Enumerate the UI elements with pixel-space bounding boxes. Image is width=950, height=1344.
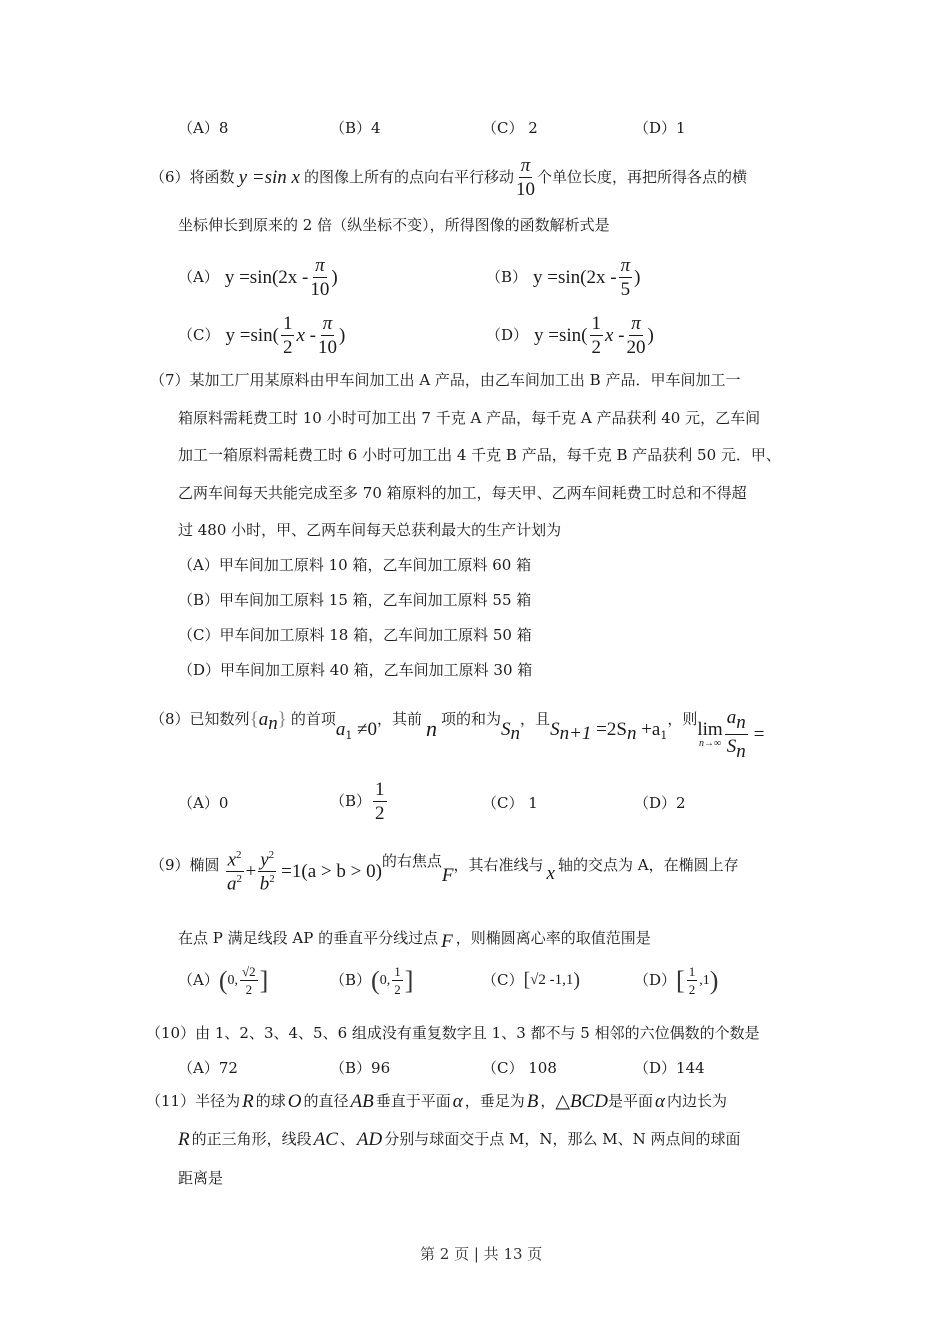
- var: O: [287, 1091, 302, 1112]
- var: AB: [350, 1091, 374, 1112]
- q5-option-c: （C） 2: [482, 119, 538, 137]
- q6-option-a: [178, 256, 338, 299]
- exp: 2: [268, 849, 275, 861]
- var: x: [546, 863, 555, 884]
- var: y: [260, 849, 269, 871]
- fraction: $\frac{\pi}{20}$: [626, 313, 646, 358]
- q11-text: 的正三角形，线段: [191, 1130, 312, 1148]
- fraction: [258, 850, 276, 894]
- fraction: $\frac{1}{2}$: [282, 313, 293, 358]
- q6-text: 个单位长度，再把所得各点的横: [536, 168, 747, 186]
- fraction: $\frac{1}{2}$: [394, 964, 401, 997]
- fraction: [226, 850, 244, 894]
- var: S: [501, 719, 511, 740]
- q9-text: 椭圆: [189, 856, 220, 874]
- subscript: n: [736, 711, 746, 733]
- bracket: (: [371, 965, 380, 995]
- q6-stem-line-2: 坐标伸长到原来的 2 倍（纵坐标不变），所得图像的函数解析式是: [178, 216, 610, 234]
- q6-text: 将函数: [189, 168, 235, 186]
- var: F: [441, 865, 454, 886]
- limit-expression: [697, 708, 764, 761]
- q10-option-a: （A）72: [178, 1059, 238, 1077]
- expr: √2 -1,1: [530, 971, 574, 988]
- lim: [697, 720, 722, 749]
- subscript: n: [510, 723, 521, 744]
- q7-text: 某加工厂用某原料由甲车间加工出 A 产品，由乙车间加工出 B 产品．甲车间加工一: [189, 371, 741, 389]
- q9-text: 轴的交点为 A，在椭圆上存: [557, 856, 739, 874]
- var: F: [441, 931, 453, 952]
- q8-text: 项的和为: [441, 710, 502, 728]
- q7-stem-line-2: 箱原料需耗费工时 10 小时可加工出 7 千克 A 产品，每千克 A 产品获利 40 元，乙车间: [178, 409, 761, 427]
- q11-stem-line-3: 距离是: [178, 1169, 224, 1187]
- expr: ≠0: [352, 719, 378, 740]
- fraction: $\frac{\pi}{5}$: [620, 255, 631, 300]
- q11-text: 的球: [255, 1092, 286, 1110]
- q9-option-c: [482, 970, 580, 990]
- q5-option-d: （D）1: [634, 119, 686, 137]
- q8-stem: [150, 708, 764, 761]
- q7-stem-line-3: 加工一箱原料需耗费工时 6 小时可加工出 4 千克 B 产品，每千克 B 产品获利 50 元．甲、: [178, 446, 781, 464]
- question-number: （6）: [150, 168, 190, 186]
- subscript: n: [268, 713, 278, 734]
- var: b: [259, 873, 270, 895]
- option-label: （C）: [178, 326, 220, 344]
- option-expr: ): [647, 325, 654, 346]
- question-number: （10）: [146, 1024, 196, 1042]
- var: x: [227, 849, 236, 871]
- q8-option-d: （D）2: [634, 794, 686, 812]
- option-expr: y =sin(2x -: [533, 267, 617, 288]
- option-expr: x -: [605, 325, 625, 346]
- q11-text: ，垂足为: [464, 1092, 525, 1110]
- fraction: $\frac{\pi}{10}$: [310, 255, 330, 300]
- subscript: n: [736, 740, 746, 762]
- fraction: $\frac{1}{2}$: [375, 779, 385, 824]
- sum-symbol: [501, 720, 520, 743]
- q11-text: 半径为: [195, 1092, 241, 1110]
- option-expr: y =sin(: [225, 325, 279, 346]
- option-label: （A）: [178, 268, 219, 286]
- q11-text: 的直径: [303, 1092, 349, 1110]
- page-footer: 第 2 页 | 共 13 页: [420, 1245, 543, 1263]
- plus: +: [245, 861, 257, 883]
- exp: 2: [269, 873, 275, 886]
- var: B: [526, 1091, 539, 1112]
- q9-text: 在点 P 满足线段 AP 的垂直平分线过点: [178, 929, 439, 947]
- option-label: （D）: [486, 326, 529, 344]
- brace: {: [249, 709, 259, 730]
- q8-text: ，其前: [377, 710, 423, 728]
- q11-text: 、: [339, 1130, 355, 1148]
- q7-stem-line-4: 乙两车间每天共能完成至多 70 箱原料的加工，每天甲、乙两车间耗费工时总和不得超: [178, 484, 747, 502]
- question-number: （7）: [150, 371, 190, 389]
- var: α: [654, 1091, 665, 1112]
- q10-text: 由 1、2、3、4、5、6 组成没有重复数字且 1、3 都不与 5 相邻的六位偶数的个数是: [195, 1024, 760, 1042]
- q6-stem-line-1: [150, 156, 747, 199]
- fraction: $\frac{\pi}{10}$: [317, 313, 337, 358]
- sequence-notation: [250, 710, 287, 733]
- bracket: (: [218, 965, 228, 995]
- q5-option-b: （B）4: [330, 119, 381, 137]
- q7-stem-line-5: 过 480 小时，甲、乙两车间每天总获利最大的生产计划为: [178, 521, 562, 539]
- option-expr: ): [331, 267, 338, 288]
- option-expr: y =sin(2x -: [224, 267, 309, 288]
- q10-option-d: （D）144: [634, 1059, 705, 1077]
- q8-text: 已知数列: [189, 710, 250, 728]
- q6-text: 的图像上所有的点向右平行移动: [303, 168, 514, 186]
- bracket: [: [523, 969, 531, 991]
- q10-option-c: （C） 108: [482, 1059, 557, 1077]
- q5-option-a: （A）8: [178, 119, 229, 137]
- var: AC: [313, 1129, 338, 1150]
- subscript: n: [626, 723, 637, 744]
- q6-option-c: [178, 314, 345, 357]
- q7-option-a: （A）甲车间加工原料 10 箱，乙车间加工原料 60 箱: [178, 556, 532, 574]
- q9-stem-line-2: [178, 926, 651, 951]
- question-number: （11）: [146, 1092, 196, 1110]
- recurrence: [550, 720, 667, 743]
- q8-option-c: （C） 1: [482, 794, 538, 812]
- option-label: （D）: [634, 971, 677, 989]
- fraction: $\frac{1}{2}$: [688, 964, 696, 997]
- subscript: 1: [660, 729, 668, 742]
- option-label: （B）: [486, 268, 528, 286]
- expr: +a: [636, 719, 661, 740]
- fraction: $\frac{1}{2}$: [591, 313, 601, 358]
- expr: 0,: [379, 972, 391, 988]
- q9-stem-line-1: [150, 850, 739, 894]
- q11-stem-line-1: [146, 1092, 727, 1111]
- q8-text: 的首项: [290, 710, 336, 728]
- fraction: $\frac{√2}{2}$: [242, 964, 256, 997]
- var: a: [335, 719, 346, 740]
- option-expr: ): [338, 325, 346, 346]
- q8-option-a: （A）0: [178, 794, 229, 812]
- q11-text: 内边长为: [666, 1092, 727, 1110]
- triangle-var: △BCD: [555, 1091, 608, 1112]
- option-expr: ): [634, 267, 641, 288]
- q8-option-b: [330, 780, 389, 823]
- q11-text: 垂直于平面: [375, 1092, 451, 1110]
- condition: [336, 720, 377, 741]
- var: α: [452, 1091, 463, 1112]
- bracket: ): [573, 969, 581, 991]
- q9-option-a: [178, 965, 268, 996]
- option-expr: x -: [296, 325, 316, 346]
- q11-stem-line-2: [178, 1130, 741, 1149]
- q7-stem-line-1: [150, 373, 740, 388]
- bracket: ]: [259, 965, 269, 995]
- var: n: [426, 716, 438, 741]
- q10-option-b: （B）96: [330, 1059, 391, 1077]
- lim-text: lim: [697, 718, 723, 740]
- question-number: （9）: [150, 856, 190, 874]
- exp: 2: [236, 873, 243, 886]
- q6-option-b: [486, 256, 640, 299]
- var: R: [242, 1091, 254, 1112]
- option-label: （B）: [330, 971, 372, 989]
- q6-option-d: [486, 314, 654, 357]
- brace: }: [277, 709, 287, 730]
- var: R: [178, 1129, 190, 1150]
- q11-text: 是平面: [607, 1092, 653, 1110]
- q7-option-c: （C）甲车间加工原料 18 箱，乙车间加工原料 50 箱: [178, 626, 532, 644]
- expr: ,1: [699, 972, 710, 988]
- expr: =2S: [591, 719, 627, 740]
- q9-text: 的右焦点: [381, 852, 442, 870]
- equals: =: [753, 723, 765, 745]
- q11-text: ，: [540, 1092, 556, 1110]
- q9-text: ，则椭圆离心率的取值范围是: [455, 929, 651, 947]
- fraction: [725, 708, 748, 761]
- q9-text: ，其右准线与: [453, 856, 544, 874]
- var: AD: [356, 1129, 383, 1150]
- bracket: [: [676, 965, 685, 995]
- q9-option-b: [330, 965, 413, 996]
- exp: 2: [236, 849, 242, 861]
- q7-option-b: （B）甲车间加工原料 15 箱，乙车间加工原料 55 箱: [178, 591, 532, 609]
- var: S: [550, 719, 560, 740]
- q6-shift-fraction: $\frac{\pi}{10}$: [515, 155, 535, 200]
- expr: =1(a > b > 0): [281, 861, 382, 883]
- q10-stem: [146, 1026, 760, 1041]
- option-label: （C）: [482, 970, 524, 989]
- question-number: （8）: [150, 710, 190, 728]
- var: S: [726, 735, 737, 757]
- bracket: ): [709, 965, 719, 995]
- var: a: [227, 873, 237, 895]
- q6-function: y =sin x: [238, 167, 300, 188]
- q8-text: ，则: [667, 710, 698, 728]
- option-label: （A）: [178, 971, 219, 989]
- var: a: [726, 707, 737, 728]
- subscript: n+1: [559, 723, 592, 744]
- subscript: 1: [345, 729, 353, 742]
- q11-text: 分别与球面交于点 M，N，那么 M、N 两点间的球面: [384, 1130, 741, 1148]
- option-expr: y =sin(: [534, 325, 588, 346]
- q8-text: ，且: [520, 710, 551, 728]
- bracket: ]: [404, 965, 414, 995]
- expr: 0,: [227, 972, 239, 988]
- option-label: （B）: [330, 792, 372, 810]
- q9-option-d: [634, 965, 718, 996]
- var: a: [258, 709, 269, 730]
- ellipse-equation: [224, 850, 382, 894]
- q7-option-d: （D）甲车间加工原料 40 箱，乙车间加工原料 30 箱: [178, 661, 533, 679]
- lim-sub: n→∞: [698, 737, 722, 749]
